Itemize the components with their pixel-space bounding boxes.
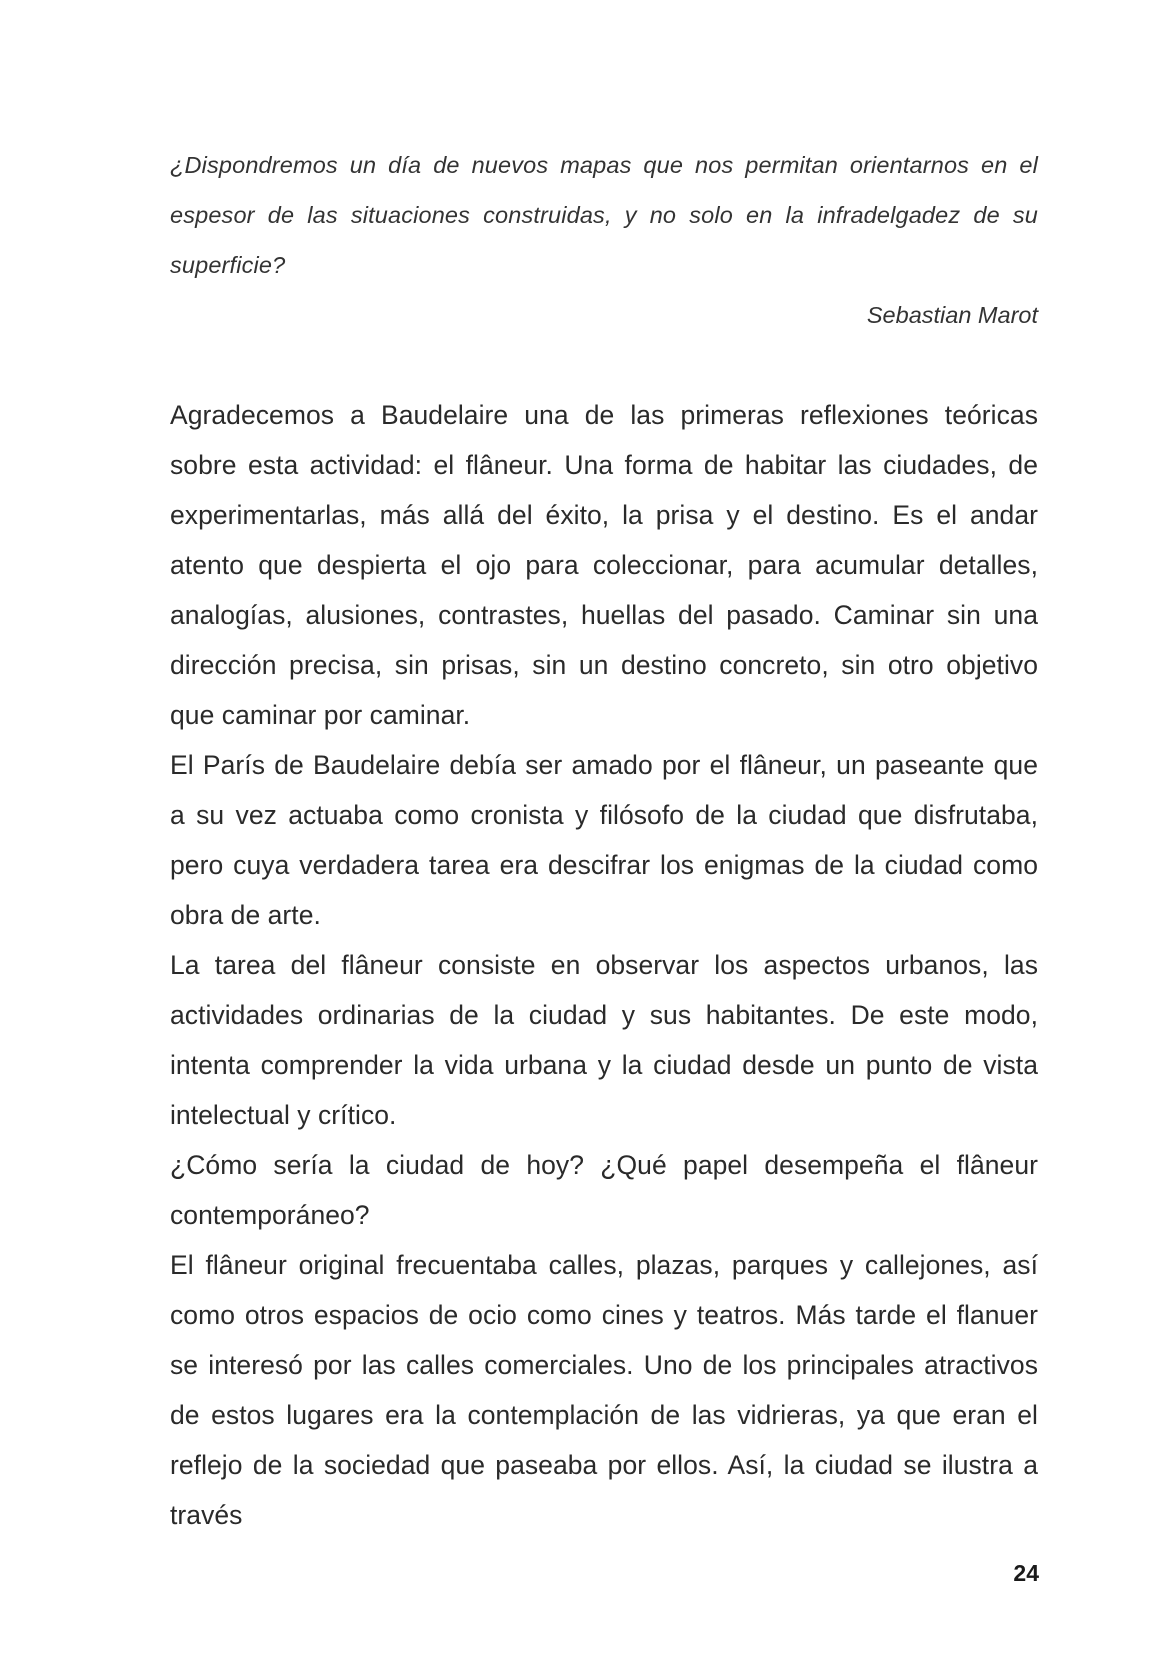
page-number: 24	[1013, 1560, 1039, 1586]
paragraph: La tarea del flâneur consiste en observar los aspectos urbanos, las actividades ordinarias de la ciudad y sus habitantes. De este modo, intenta comprender la vida urbana y la ciudad desde un punto de vista intelectual y crítico.	[170, 950, 1038, 1130]
paragraph: Agradecemos a Baudelaire una de las primeras reflexiones teóricas sobre esta actividad: el flâneur. Una forma de habitar las ciudades, de experimentarlas, más allá del éxito, la prisa y el destino. Es el andar atento que despierta el ojo para coleccionar, para acumular detalles, analogías, alusiones, contrastes, huellas del pasado. Caminar sin una dirección precisa, sin prisas, sin un destino concreto, sin otro objetivo que caminar por caminar.	[170, 400, 1038, 730]
epigraph-quote: ¿Dispondremos un día de nuevos mapas que nos permitan orientarnos en el espesor de las situaciones construidas, y no solo en la infradelgadez de su superficie?	[170, 152, 1038, 278]
paragraph: El París de Baudelaire debía ser amado por el flâneur, un paseante que a su vez actuaba como cronista y filósofo de la ciudad que disfrutaba, pero cuya verdadera tarea era descifrar los enigmas de la ciudad como obra de arte.	[170, 750, 1038, 930]
paragraph-last: El flâneur original frecuentaba calles, plazas, parques y callejones, así como otros espacios de ocio como cines y teatros. Más tarde el flanuer se interesó por las calles comerciales. Uno de los principales atractivos de estos lugares era la contemplación de las vidrieras, ya que eran el reflejo de la sociedad que paseaba por ellos. Así, la ciudad se ilustra a través	[170, 1250, 1038, 1530]
paragraph: ¿Cómo sería la ciudad de hoy? ¿Qué papel desempeña el flâneur contemporáneo?	[170, 1150, 1038, 1230]
page-content	[170, 140, 1038, 1540]
epigraph-author: Sebastian Marot	[866, 302, 1038, 328]
body-text	[170, 390, 1038, 1540]
